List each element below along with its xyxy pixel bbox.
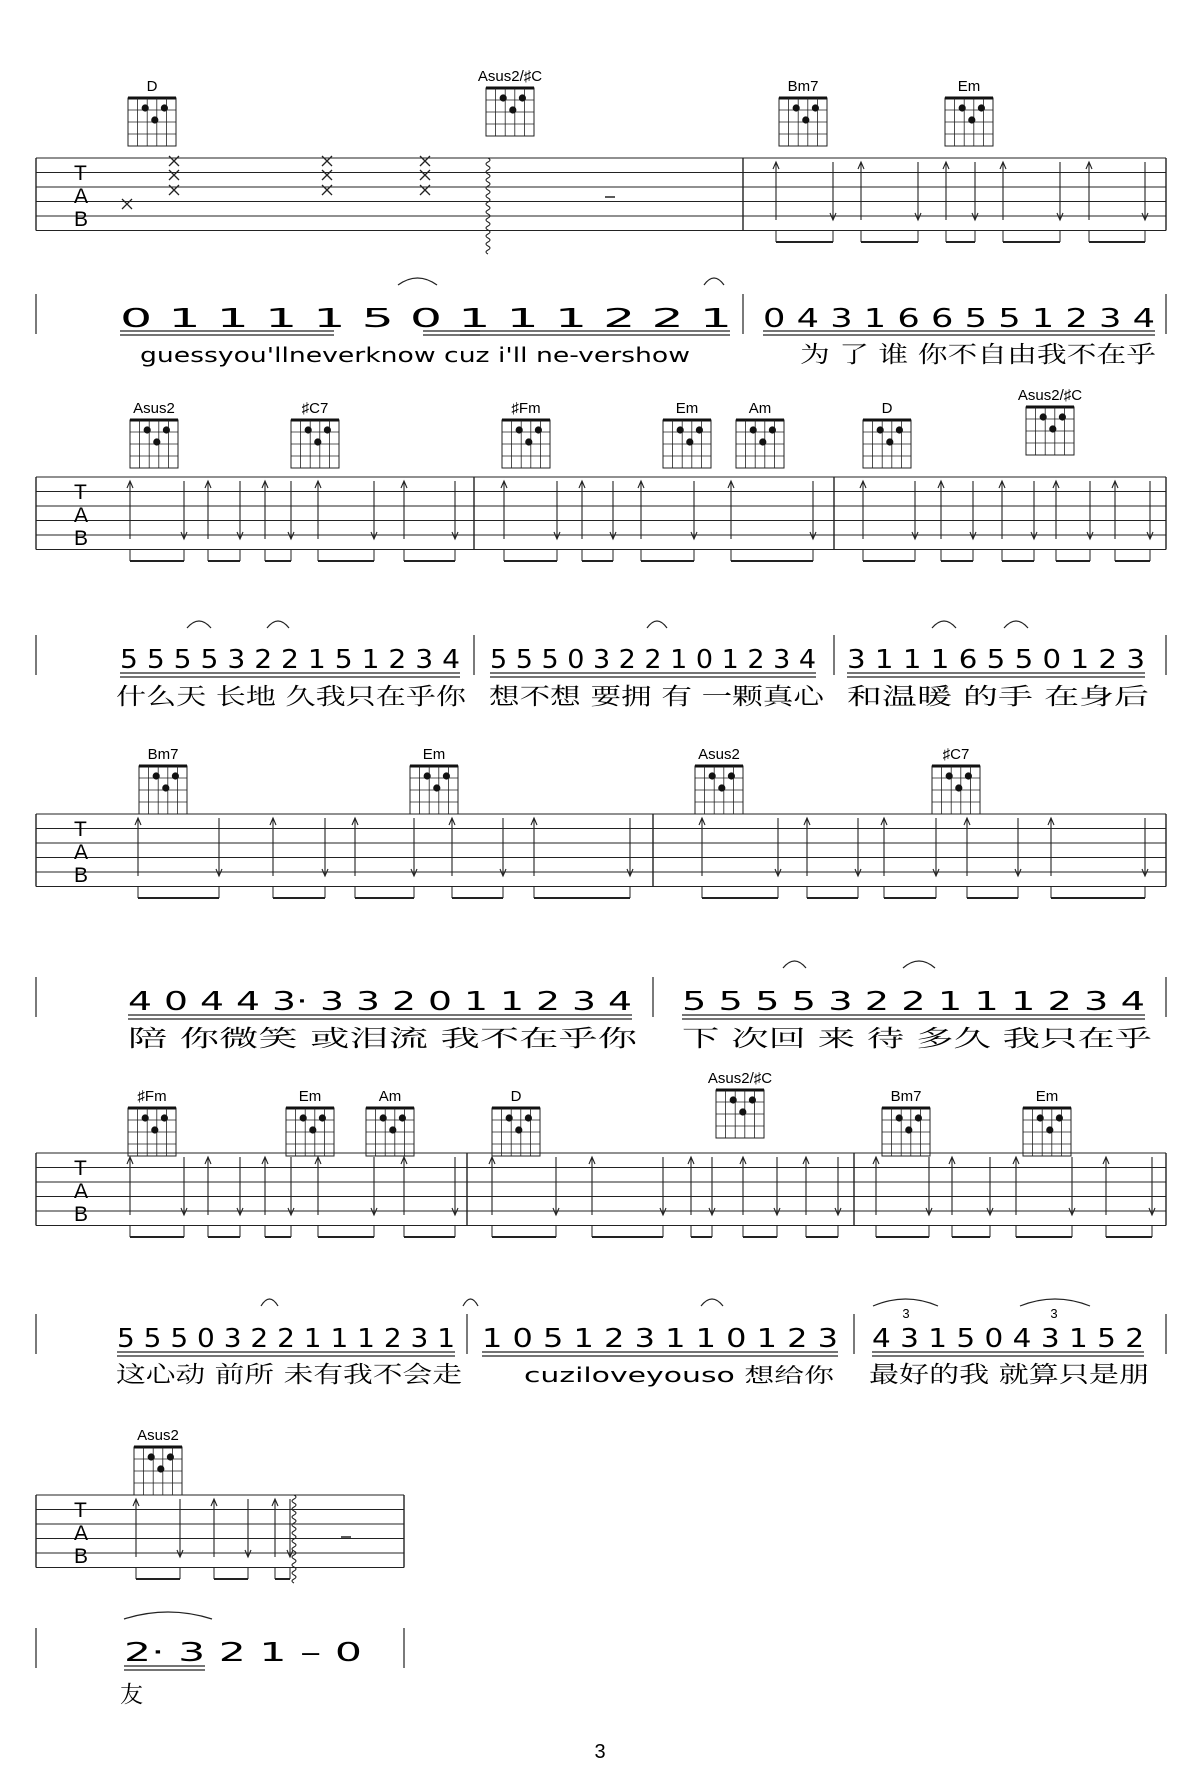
tie-arc [261,1299,278,1306]
notation-line: 5 5 5 5 3 2 2 1 5 1 2 3 4 [120,645,460,675]
chord-dot [163,426,170,433]
tie-arc [1020,1299,1090,1306]
chord-dot [812,104,819,111]
chord-dot [399,1114,406,1121]
chord-label: Asus2 [137,1427,179,1444]
notation-line: 4 0 4 4 3· 3 3 2 0 1 1 2 3 4 [128,987,632,1017]
chord-dot [433,784,440,791]
chord-dot [144,426,151,433]
tab-staves [36,158,1166,1668]
tab-clefs [74,162,88,1568]
chord-dot [500,94,507,101]
chord-dot [153,438,160,445]
chord-dot [1046,1126,1053,1133]
chord-label: D [146,78,158,95]
lyric-line: 下 次回 来 待 多久 我只在乎 [682,1026,1152,1052]
chord-dot [525,438,532,445]
chord-dot [728,772,735,779]
chord-label: Am [748,400,772,417]
chord-label: Bm7 [787,78,819,95]
chord-label: Bm7 [147,746,179,763]
chord-label: ♯C7 [942,746,970,763]
notation-line: 2· 3 2 1 – 0 [124,1638,362,1668]
chord-dot [509,106,516,113]
chord-label: Em [957,78,981,95]
chord-dot [519,94,526,101]
chord-dot [151,1126,158,1133]
chord-dot [506,1114,513,1121]
chord-label: Asus2/♯C [1017,387,1083,404]
chord-dot [300,1114,307,1121]
tie-arc [1004,621,1028,628]
chord-dot [151,116,158,123]
chord-label: Em [1035,1088,1059,1105]
chord-label: ♯C7 [301,400,329,417]
chord-dot [142,1114,149,1121]
tie-arc [463,1299,478,1306]
tab-clef-t: T [74,481,87,504]
chord-label: Em [675,400,699,417]
mute-mark [322,170,332,180]
chord-dot [161,104,168,111]
tie-arc [903,961,935,968]
triplet-mark: 3 [902,1306,910,1321]
tab-clef-t: T [74,1499,87,1522]
chord-label: D [510,1088,522,1105]
chord-label: Am [378,1088,402,1105]
chord-dot [965,772,972,779]
chord-dot [1049,425,1056,432]
mute-mark [122,199,132,209]
notation-line: 5 5 5 0 3 2 2 1 0 1 2 3 4 [490,645,816,675]
chord-dot [978,104,985,111]
chord-dot [968,116,975,123]
tab-clef-b: B [74,1545,89,1568]
lyric-line: 为 了 谁 你不自由我不在乎 [800,342,1156,368]
chord-label: Bm7 [890,1088,922,1105]
tie-arc [187,621,211,628]
tie-arc [873,1299,938,1306]
chord-dot [769,426,776,433]
chord-dot [167,1453,174,1460]
chord-dot [896,426,903,433]
chord-dot [443,772,450,779]
chord-dot [162,784,169,791]
tab-clef-t: T [74,162,87,185]
chord-dot [142,104,149,111]
chord-dot [324,426,331,433]
chord-dot [515,1126,522,1133]
chord-dot [1056,1114,1063,1121]
chord-dot [793,104,800,111]
chord-dot [161,1114,168,1121]
chord-dot [309,1126,316,1133]
lyric-line: 想不想 要拥 有 一颗真心 [489,684,826,710]
chord-label: Em [298,1088,322,1105]
chord-dot [1037,1114,1044,1121]
chord-label: Asus2/♯C [707,1070,773,1087]
chord-dot [525,1114,532,1121]
lyric-line: 最好的我 就算只是朋 [869,1362,1149,1388]
chord-dot [380,1114,387,1121]
lyrics [116,342,1156,1708]
tie-arc [704,278,724,285]
notation-line: 3 1 1 1 6 5 5 0 1 2 3 [847,645,1145,675]
tie-arc [267,621,289,628]
chord-label: ♯Fm [511,400,541,417]
chord-dot [915,1114,922,1121]
chord-dot [157,1465,164,1472]
chord-dot [314,438,321,445]
page-number: 3 [594,1741,606,1763]
chord-dot [749,1096,756,1103]
chord-dot [759,438,766,445]
tab-clef-a: A [74,1522,89,1545]
chord-diagrams [128,88,1074,1495]
tie-arc [647,621,667,628]
tab-clef-t: T [74,818,87,841]
lyric-line: 什么天 长地 久我只在乎你 [116,684,468,710]
tab-clef-a: A [74,841,89,864]
mute-mark [420,170,430,180]
chord-dot [886,438,893,445]
tie-arc [701,1299,723,1306]
notation-numbers [117,304,1155,1668]
chord-dot [148,1453,155,1460]
chord-dot [516,426,523,433]
lyric-line: 和温暖 的手 在身后 [847,684,1149,710]
chord-dot [696,426,703,433]
lyric-line: 这心动 前所 未有我不会走 [116,1362,462,1388]
chord-dot [739,1108,746,1115]
chord-dot [946,772,953,779]
lyric-line: 友 [120,1682,143,1708]
chord-dot [718,784,725,791]
chord-dot [677,426,684,433]
chord-label: Asus2/♯C [477,68,543,85]
lyric-line: 陪 你微笑 或泪流 我不在乎你 [128,1026,639,1052]
tie-arc [124,1612,212,1619]
lyric-line: cuziloveyouso 想给你 [524,1363,836,1387]
chord-dot [802,116,809,123]
tab-clef-a: A [74,504,89,527]
tab-clef-b: B [74,864,89,887]
chord-dot [955,784,962,791]
chord-dot [172,772,179,779]
chord-dot [389,1126,396,1133]
tie-arc [398,278,437,285]
notation-line: 0 1 1 1 1 5 0 1 1 1 2 2 1 [120,304,732,334]
chord-dot [305,426,312,433]
chord-dot [905,1126,912,1133]
chord-dot [730,1096,737,1103]
mute-mark [169,170,179,180]
notation-line: 5 5 5 0 3 2 2 1 1 1 2 3 1 [117,1324,456,1354]
tie-arc [783,961,806,968]
chord-label: ♯Fm [137,1088,167,1105]
chord-dot [319,1114,326,1121]
tab-clef-b: B [74,527,89,550]
chord-dot [535,426,542,433]
chord-dot [1059,413,1066,420]
tab-clef-b: B [74,208,89,231]
tab-clef-a: A [74,1180,89,1203]
chord-dot [896,1114,903,1121]
notation-line: 1 0 5 1 2 3 1 1 0 1 2 3 [482,1324,838,1354]
triplet-mark: 3 [1050,1306,1058,1321]
tie-arc [932,621,956,628]
chord-label: Asus2 [698,746,740,763]
chord-dot [709,772,716,779]
chord-dot [424,772,431,779]
chord-dot [750,426,757,433]
tab-clef-b: B [74,1203,89,1226]
chord-dot [153,772,160,779]
notation-line: 5 5 5 5 3 2 2 1 1 1 2 3 4 [682,987,1145,1017]
notation-line: 4 3 1 5 0 4 3 1 5 2 [872,1324,1144,1354]
chord-label: Asus2 [133,400,175,417]
chord-label: Em [422,746,446,763]
tab-clef-a: A [74,185,89,208]
notation-line: 0 4 3 1 6 6 5 5 1 2 3 4 [763,304,1155,334]
tab-clef-t: T [74,1157,87,1180]
lyric-line: guessyou'llneverknow cuz i'll ne-vershow [140,343,690,367]
chord-dot [1040,413,1047,420]
chord-label: D [881,400,893,417]
chord-dot [686,438,693,445]
chord-dot [959,104,966,111]
chord-dot [877,426,884,433]
